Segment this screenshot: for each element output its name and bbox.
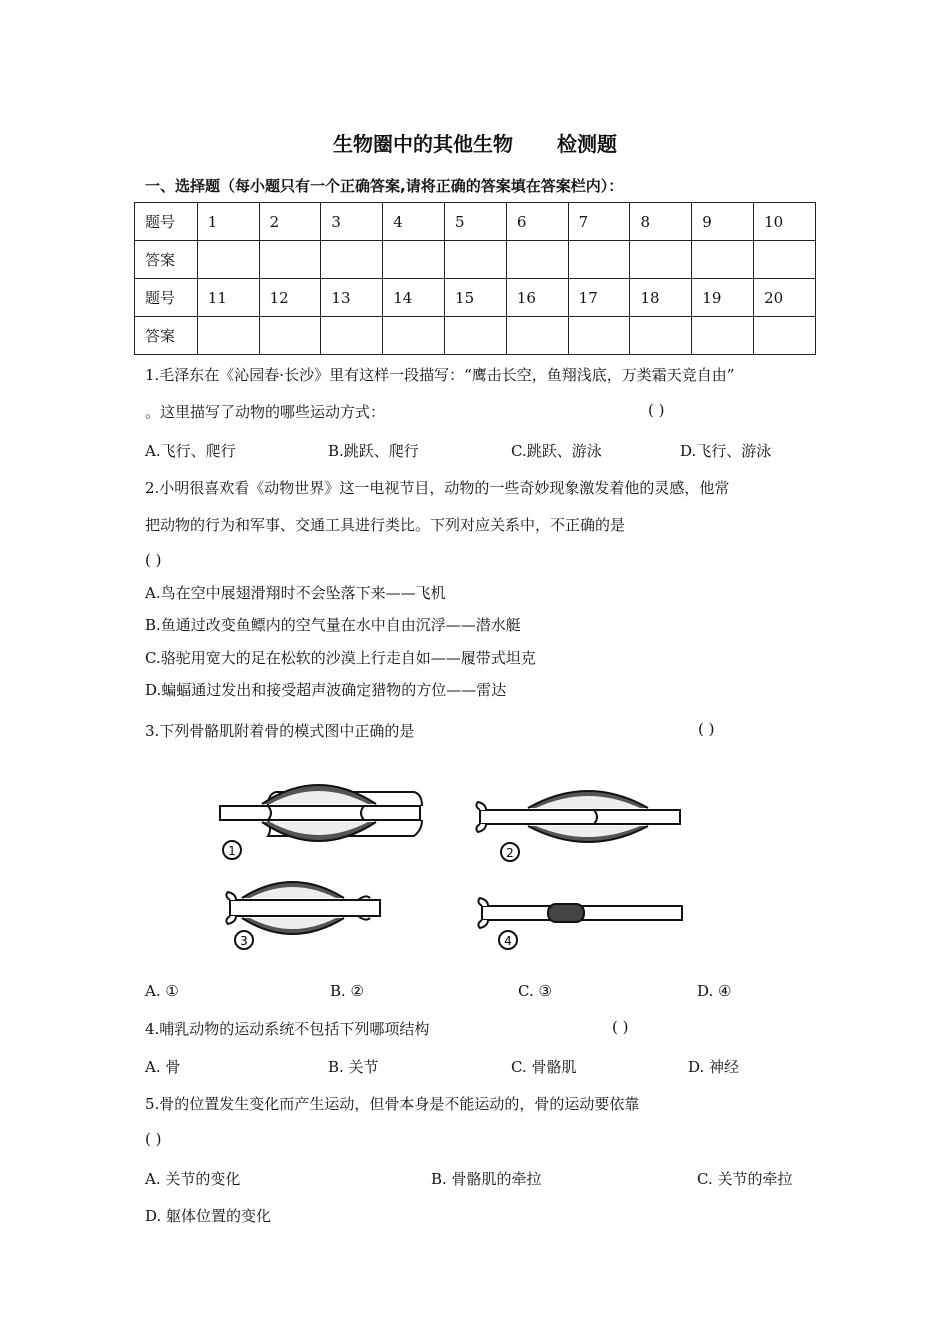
row-label: 答案 (135, 241, 198, 279)
answer-cell[interactable] (692, 241, 754, 279)
q1-stem-line2: 。这里描写了动物的哪些运动方式： (145, 403, 386, 421)
answer-cell[interactable] (506, 241, 568, 279)
answer-cell[interactable] (445, 317, 507, 355)
diagram-1 (220, 785, 422, 859)
q2-option-a: A.鸟在空中展翅滑翔时不会坠落下来——飞机 (145, 584, 446, 602)
answer-cell[interactable] (197, 317, 259, 355)
diagram-4 (478, 898, 682, 949)
answer-cell[interactable] (321, 317, 383, 355)
table-cell-number: 5 (445, 203, 507, 241)
q3-option-a: A. ① (145, 982, 179, 1000)
row-label: 题号 (135, 279, 198, 317)
q5-option-c: C. 关节的牵拉 (697, 1170, 793, 1188)
q3-option-c: C. ③ (518, 982, 552, 1000)
q3-option-b: B. ② (330, 982, 365, 1000)
q1-option-a: A.飞行、爬行 (145, 442, 236, 460)
answer-cell[interactable] (259, 241, 321, 279)
q2-answer-blank: ( ) (145, 551, 162, 569)
row-label: 题号 (135, 203, 198, 241)
q4-option-c: C. 骨骼肌 (511, 1058, 577, 1076)
table-cell-number: 20 (754, 279, 816, 317)
q2-stem-line1: 2.小明很喜欢看《动物世界》这一电视节目，动物的一些奇妙现象激发着他的灵感，他常 (145, 479, 730, 497)
figure-label-1: 1 (228, 844, 236, 858)
q2-option-d: D.蝙蝠通过发出和接受超声波确定猎物的方位——雷达 (145, 681, 507, 699)
table-cell-number: 4 (383, 203, 445, 241)
q5-stem: 5.骨的位置发生变化而产生运动，但骨本身是不能运动的，骨的运动要依靠 (145, 1095, 640, 1113)
q5-answer-blank: ( ) (145, 1130, 162, 1148)
answer-cell[interactable] (259, 317, 321, 355)
table-cell-number: 12 (259, 279, 321, 317)
q5-option-b: B. 骨骼肌的牵拉 (431, 1170, 542, 1188)
table-row (135, 203, 816, 241)
q3-option-d: D. ④ (697, 982, 732, 1000)
table-cell-number: 15 (445, 279, 507, 317)
q1-option-d: D.飞行、游泳 (680, 442, 772, 460)
answer-cell[interactable] (630, 317, 692, 355)
figure-label-2: 2 (506, 846, 514, 860)
q5-option-d: D. 躯体位置的变化 (145, 1207, 272, 1225)
figure-label-4: 4 (504, 934, 512, 948)
title-sub: 检测题 (557, 132, 617, 156)
q2-option-c: C.骆驼用宽大的足在松软的沙漠上行走自如——履带式坦克 (145, 649, 536, 667)
diagram-3 (226, 882, 380, 949)
section-heading: 一、选择题（每小题只有一个正确答案,请将正确的答案填在答案栏内）： (145, 177, 624, 195)
q1-answer-blank: ( ) (648, 401, 665, 419)
table-cell-number: 8 (630, 203, 692, 241)
answer-cell[interactable] (197, 241, 259, 279)
answer-cell[interactable] (506, 317, 568, 355)
q2-stem-line2: 把动物的行为和军事、交通工具进行类比。下列对应关系中，不正确的是 (145, 516, 626, 534)
table-cell-number: 11 (197, 279, 259, 317)
q5-option-a: A. 关节的变化 (145, 1170, 241, 1188)
q3-answer-blank: ( ) (698, 720, 715, 738)
q1-option-b: B.跳跃、爬行 (328, 442, 419, 460)
answer-cell[interactable] (383, 317, 445, 355)
table-cell-number: 14 (383, 279, 445, 317)
answer-cell[interactable] (568, 241, 630, 279)
answer-table (134, 202, 816, 355)
table-cell-number: 3 (321, 203, 383, 241)
table-row (135, 279, 816, 317)
table-cell-number: 9 (692, 203, 754, 241)
muscle-attachment-figure (218, 770, 688, 958)
table-cell-number: 6 (506, 203, 568, 241)
table-cell-number: 2 (259, 203, 321, 241)
table-cell-number: 13 (321, 279, 383, 317)
q4-option-b: B. 关节 (328, 1058, 379, 1076)
table-row (135, 241, 816, 279)
answer-cell[interactable] (754, 241, 816, 279)
title-main: 生物圈中的其他生物 (333, 132, 513, 156)
q4-option-a: A. 骨 (145, 1058, 181, 1076)
diagram-2 (476, 791, 680, 861)
answer-cell[interactable] (383, 241, 445, 279)
q1-option-c: C.跳跃、游泳 (511, 442, 602, 460)
answer-cell[interactable] (568, 317, 630, 355)
table-cell-number: 18 (630, 279, 692, 317)
q4-stem: 4.哺乳动物的运动系统不包括下列哪项结构 (145, 1020, 430, 1038)
q1-stem-line1: 1.毛泽东在《沁园春·长沙》里有这样一段描写：“鹰击长空，鱼翔浅底，万类霜天竞自由” (145, 366, 735, 384)
answer-cell[interactable] (630, 241, 692, 279)
table-cell-number: 1 (197, 203, 259, 241)
answer-cell[interactable] (692, 317, 754, 355)
q4-answer-blank: ( ) (612, 1018, 629, 1036)
answer-cell[interactable] (321, 241, 383, 279)
q4-option-d: D. 神经 (688, 1058, 740, 1076)
table-cell-number: 10 (754, 203, 816, 241)
answer-cell[interactable] (445, 241, 507, 279)
q2-option-b: B.鱼通过改变鱼鳔内的空气量在水中自由沉浮——潜水艇 (145, 616, 521, 634)
figure-label-3: 3 (240, 934, 248, 948)
q3-stem: 3.下列骨骼肌附着骨的模式图中正确的是 (145, 722, 415, 740)
table-row (135, 317, 816, 355)
row-label: 答案 (135, 317, 198, 355)
table-cell-number: 16 (506, 279, 568, 317)
page-title (0, 128, 950, 157)
table-cell-number: 19 (692, 279, 754, 317)
answer-cell[interactable] (754, 317, 816, 355)
table-cell-number: 7 (568, 203, 630, 241)
table-cell-number: 17 (568, 279, 630, 317)
